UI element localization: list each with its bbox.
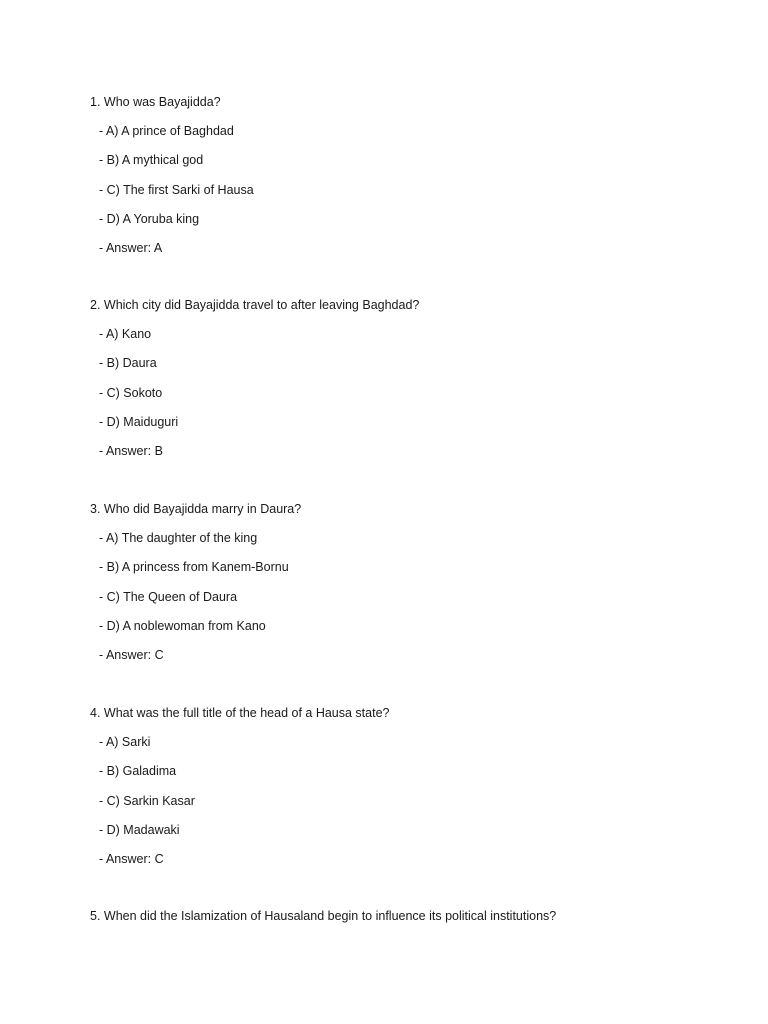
question-text: 1. Who was Bayajidda? — [90, 95, 221, 109]
option-c: - C) The first Sarki of Hausa — [99, 182, 254, 197]
question-5 — [90, 902, 730, 931]
option-b: - B) Galadima — [99, 764, 177, 779]
option-b: - B) Daura — [99, 356, 157, 371]
option-c: - C) Sarkin Kasar — [99, 793, 195, 808]
question-text: 2. Which city did Bayajidda travel to after leaving Baghdad? — [90, 298, 420, 312]
question-2 — [90, 291, 730, 466]
option-d: - D) A noblewoman from Kano — [99, 618, 266, 633]
question-text: 3. Who did Bayajidda marry in Daura? — [90, 502, 302, 516]
option-d: - D) Maiduguri — [99, 414, 179, 429]
question-3 — [90, 495, 730, 670]
option-c: - C) Sokoto — [99, 385, 163, 400]
answer: - Answer: C — [99, 851, 164, 866]
question-text: 4. What was the full title of the head of a Hausa state? — [90, 706, 390, 720]
option-c: - C) The Queen of Daura — [99, 589, 238, 604]
question-4 — [90, 699, 730, 874]
option-b: - B) A mythical god — [99, 153, 204, 168]
option-d: - D) Madawaki — [99, 822, 180, 837]
answer: - Answer: A — [99, 240, 163, 255]
answer: - Answer: C — [99, 647, 164, 662]
option-a: - A) Kano — [99, 327, 152, 342]
option-b: - B) A princess from Kanem-Bornu — [99, 560, 289, 575]
answer: - Answer: B — [99, 443, 163, 458]
question-1 — [90, 88, 730, 263]
option-a: - A) The daughter of the king — [99, 531, 258, 546]
option-a: - A) Sarki — [99, 735, 151, 750]
option-a: - A) A prince of Baghdad — [99, 124, 234, 139]
option-d: - D) A Yoruba king — [99, 211, 200, 226]
question-text: 5. When did the Islamization of Hausaland begin to influence its political institutions? — [90, 909, 557, 923]
